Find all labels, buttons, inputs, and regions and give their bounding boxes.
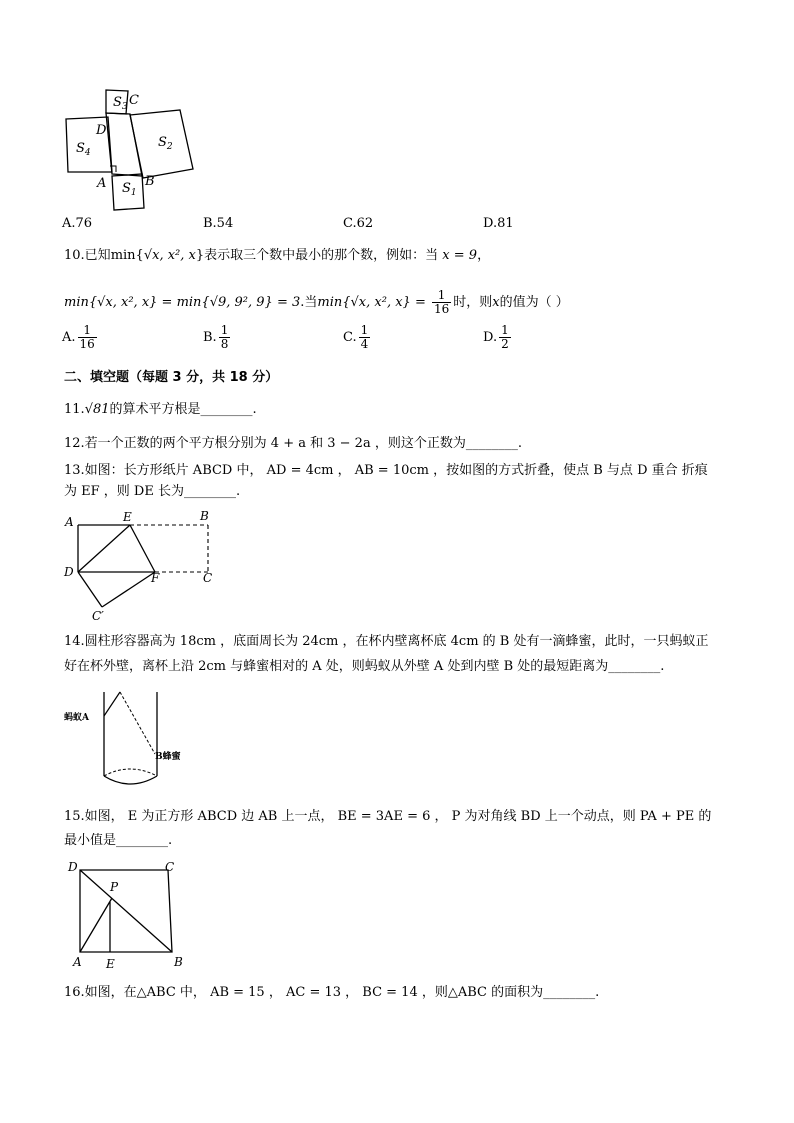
q14-line2: 好在杯外壁，离杯上沿 2cm 与蜂蜜相对的 A 处，则蚂蚁从外壁 A 处到内壁 B 处的最短距离为________. [64,659,665,674]
q10-option-d[interactable]: D. $\frac{1}{2}$ [483,323,509,351]
label-s1: $S_1$ [122,181,137,198]
label-s2: $S_2$ [158,135,173,152]
cylinder-bottom-front [104,776,157,784]
q10-option-a[interactable]: A. $\frac{1}{16}$ [62,323,95,351]
diagonal-bd [80,870,172,952]
q10-min-args: √x, x², x [143,248,196,263]
q9-figure [60,84,210,214]
q10-line2-end: 时，则 [453,295,493,310]
segment-pa [80,898,112,952]
label-a: A [65,515,74,529]
label-s4: $S_4$ [76,141,91,158]
q10-condition-frac: $\frac{1}{16}$ [433,288,450,316]
label-s3: $S_3$ [113,95,128,112]
q15-line1: 15.如图， E 为正方形 ABCD 边 AB 上一点， BE = 3AE = 6 ， P 为对角线 BD 上一个动点，则 PA + PE 的 [64,809,712,824]
q9-option-a[interactable]: A.76 [62,216,93,231]
label-a: A [73,955,82,969]
q9-option-d[interactable]: D.81 [483,216,514,231]
label-b: B [174,955,183,969]
q9-option-c[interactable]: C.62 [343,216,374,231]
label-e: E [106,957,115,971]
q15-figure [62,856,192,971]
q10-line2 [64,289,569,316]
path-a-to-rim [104,692,120,716]
label-d: D [96,123,107,138]
path-rim-to-b [120,692,155,754]
label-d: D [68,860,78,874]
q10-line2-mid: .当 [300,295,318,310]
label-c: C [203,571,213,585]
segment-c-prime-f [102,572,155,607]
label-c: C [129,93,139,108]
q10-prefix: 10.已知 [64,248,111,263]
label-a: A [97,176,107,191]
label-c: C [165,860,175,874]
q13-line1: 13.如图：长方形纸片 ABCD 中， AD = 4cm ， AB = 10cm ，按如图的方式折叠，使点 B 与点 D 重合 折痕 [64,463,708,478]
label-e: E [123,510,132,524]
label-ant-a: 蚂蚁A [64,713,89,723]
q15-line2: 最小值是________. [64,833,173,848]
segment-de [78,525,130,572]
q10-min-label: min [110,248,136,263]
label-p: P [110,880,119,894]
q9-option-b[interactable]: B.54 [203,216,234,231]
label-honey-b: B蜂蜜 [155,752,181,762]
label-f: F [151,571,160,585]
label-b: B [145,174,155,189]
q11-text: 11.√81的算术平方根是________. [64,402,257,417]
q10-line1: 10.已知min{√x, x², x}表示取三个数中最小的那个数，例如：当 x = 9， [64,248,491,263]
q11-expr: √81 [84,402,110,417]
segment-dc-prime [78,572,102,607]
crease-ef [130,525,155,572]
q14-line1: 14.圆柱形容器高为 18cm ，底面周长为 24cm ，在杯内壁离杯底 4cm 的 B 处有一滴蜂蜜，此时，一只蚂蚁正 [64,634,709,649]
label-b: B [200,510,209,523]
q16-text: 16.如图，在△ABC 中， AB = 15 ， AC = 13 ， BC = 14 ，则△ABC 的面积为________. [64,985,600,1000]
q13-line2: 为 EF ，则 DE 长为________. [64,484,241,499]
q10-example-expr: min{√x, x², x} = min{√9, 9², 9} = 3 [64,295,301,310]
q10-line1-end: ， [477,248,491,263]
q10-option-b[interactable]: B. $\frac{1}{8}$ [203,323,229,351]
q10-definition: 表示取三个数中最小的那个数，例如：当 [204,248,439,263]
q10-condition-expr: min{√x, x², x} = [317,295,426,310]
q10-option-c[interactable]: C. $\frac{1}{4}$ [343,323,369,351]
label-c-prime: C′ [92,609,104,623]
q14-figure [60,688,200,790]
q12-text: 12.若一个正数的两个平方根分别为 4 + a 和 3 − 2a ，则这个正数为________. [64,436,522,451]
cylinder-bottom-back [104,769,157,776]
section2-title: 二、填空题（每题 3 分，共 18 分） [64,370,279,385]
label-d: D [64,565,74,579]
q10-line2-tail: 的值为（ ） [499,295,569,310]
q13-figure [60,510,230,625]
q10-example-x: x = 9 [442,248,478,263]
q10-var: x [492,295,500,310]
